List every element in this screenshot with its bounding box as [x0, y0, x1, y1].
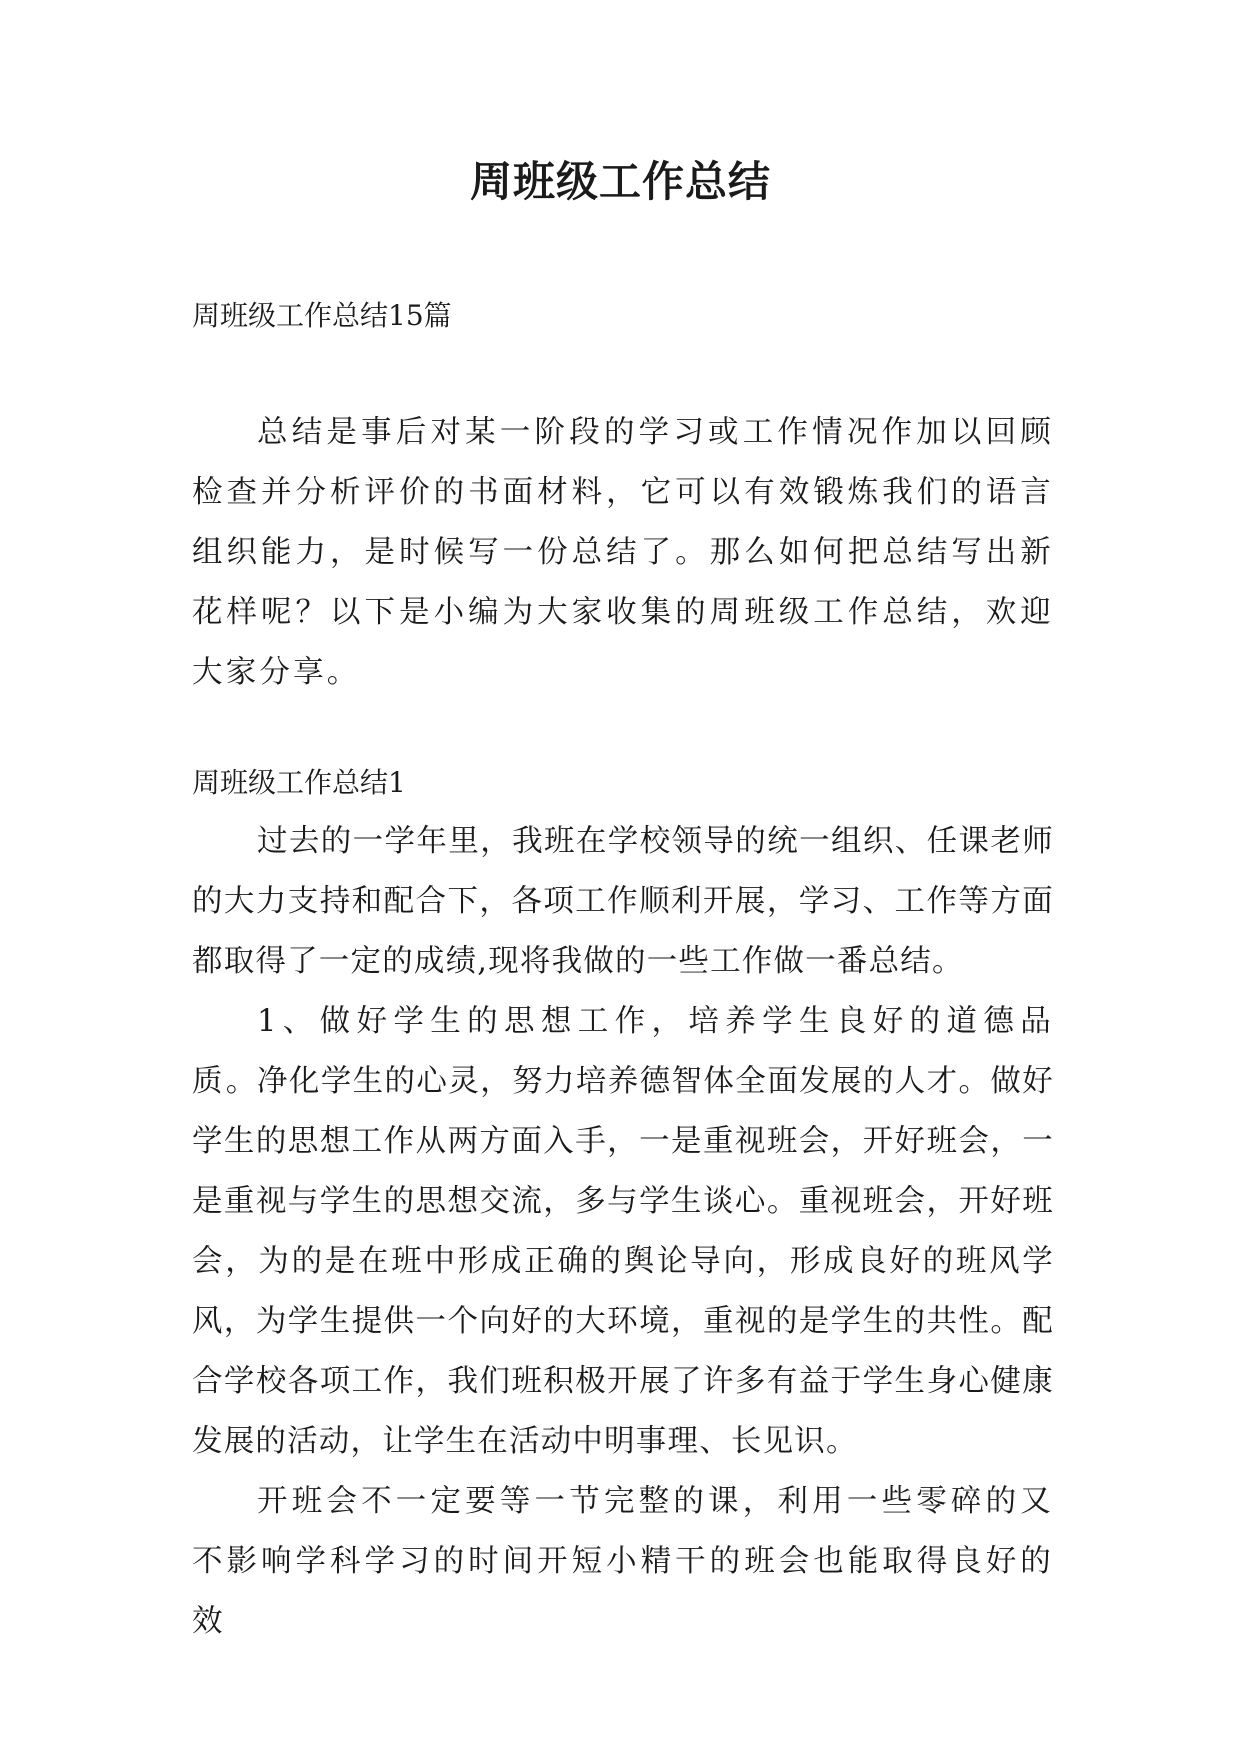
- body-paragraph: 净化学生的心灵，努力培养德智体全面发展的人才。做好学生的思想工作从两方面入手，一是重视班会，开好班会，一是重视与学生的思想交流，多与学生谈心。重视班会，开好班会，为的是在班中形成正确的舆论导向，形成良好的班风学风，为学生提供一个向好的大环境，重视的是学生的共性。配合学校各项工作，我们班积极开展了许多有益于学生身心健康发展的活动，让学生在活动中明事理、长见识。: [192, 1064, 1054, 1459]
- document-subtitle: 周班级工作总结15篇: [192, 299, 452, 332]
- intro-paragraph: 总结是事后对某一阶段的学习或工作情况作加以回顾检查并分析评价的书面材料，它可以有效锻炼我们的语言组织能力，是时候写一份总结了。那么如何把总结写出新花样呢？以下是小编为大家收集的周班级工作总结，欢迎大家分享。: [192, 415, 1054, 690]
- body-paragraph: 1、做好学生的思想工作，培养学生良好的道德品质。: [192, 1004, 1054, 1099]
- body-paragraph: 过去的一学年里，我班在学校领导的统一组织、任课老师的大力支持和配合下，各项工作顺利开展，学习、工作等方面都取得了一定的成绩,现将我做的一些工作做一番总结。: [192, 824, 1054, 979]
- section-heading: 周班级工作总结1: [192, 766, 406, 799]
- body-paragraph: 开班会不一定要等一节完整的课，利用一些零碎的又不影响学科学习的时间开短小精干的班会也能取得良好的效: [192, 1484, 1054, 1639]
- document-title: 周班级工作总结: [469, 157, 771, 206]
